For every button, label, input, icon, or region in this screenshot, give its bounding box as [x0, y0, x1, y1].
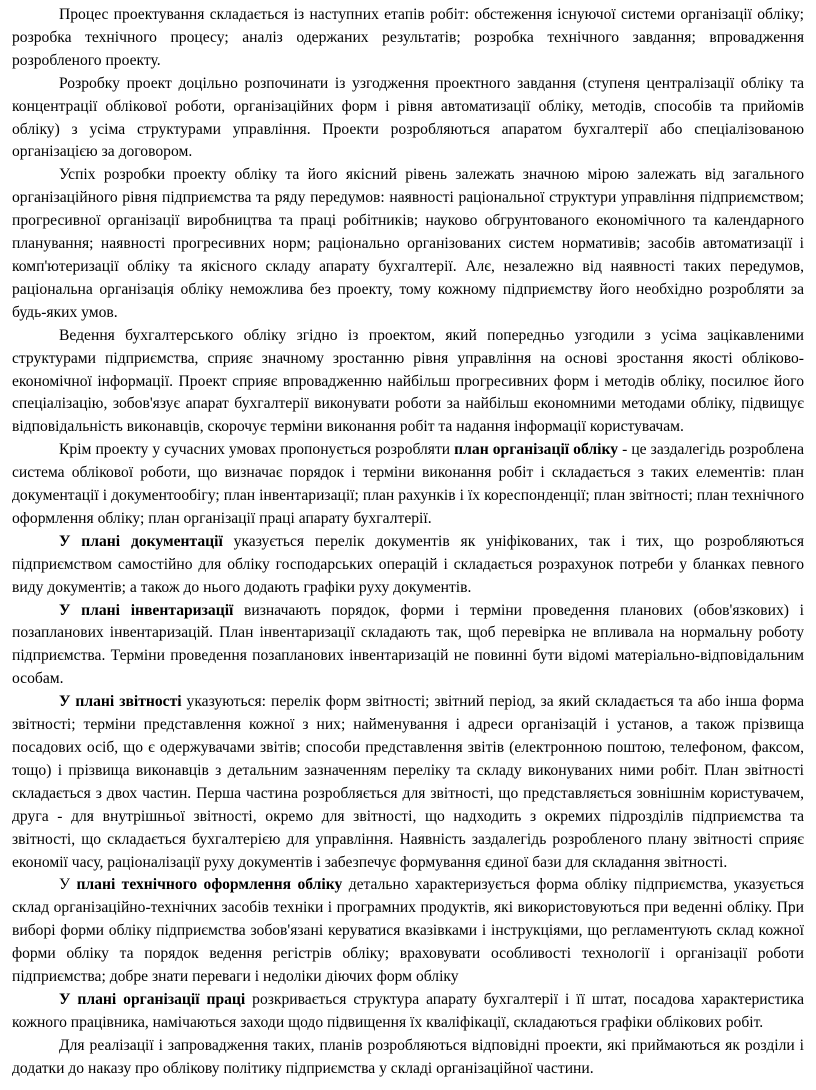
paragraph-documentation-plan: [12, 531, 804, 600]
paragraph-organization-plan: [12, 439, 804, 531]
paragraph-text: Крім проекту у сучасних умовах пропонується розробляти: [59, 441, 455, 459]
paragraph-text: Розробку проект доцільно розпочинати із узгодження проектного завдання (ступеня централізації обліку та концентрації облікової роботи, організаційних форм і рівня автоматизації обліку, методів, способів та прийомів обліку) з усіма структурами управління. Проекти розробляються апаратом бухгалтерії або спеціалізованою організацією за договором.: [12, 74, 804, 161]
paragraph-inventory-plan: [12, 600, 804, 692]
paragraph-labor-plan: [12, 989, 804, 1035]
paragraph-text: У: [59, 876, 77, 894]
bold-term: У плані документації: [59, 532, 223, 550]
paragraph-text: Ведення бухгалтерського обліку згідно із проектом, який попередньо узгодили з усіма зацікавленими структурами підприємства, сприяє значному зростанню рівня управління на основі зростання якості обліково-економічної інформації. Проект сприяє впровадженню найбільш прогресивних форм і методів обліку, посилює його спеціалізацію, зобов'язує апарат бухгалтерії виконувати роботи за найбільш економними методами обліку, підвищує відповідальність виконавців, скорочує терміни виконання робіт та надання інформації користувачам.: [12, 326, 804, 436]
bold-term: У плані інвентаризації: [59, 601, 234, 619]
paragraph-text: визначають порядок, форми і терміни проведення планових (обов'язкових) і позапланових інвентаризацій. План інвентаризації складають так, щоб перевірка не впливала на нормальну роботу підприємства. Терміни проведення позапланових інвентаризацій не повинні бути відомі матеріально-відповідальним особам.: [12, 601, 804, 688]
paragraph-stages: [12, 4, 804, 73]
paragraph-project-coordination: [12, 73, 804, 165]
paragraph-reporting-plan: [12, 691, 804, 874]
paragraph-text: указується перелік документів як уніфікованих, так і тих, що розробляються підприємством самостійно для обліку господарських операцій і складається розрахунок потреби у бланках певного виду документів; а також до нього додають графіки руху документів.: [12, 532, 804, 596]
paragraph-text: Процес проектування складається із наступних етапів робіт: обстеження існуючої системи організації обліку; розробка технічного процесу; аналіз одержаних результатів; розробка технічного завдання; впровадження розробленого проекту.: [12, 6, 804, 69]
paragraph-text: - це заздалегідь розроблена система облікової роботи, що визначає порядок і терміни виконання робіт і складається з таких елементів: план документації і документообігу; план інвентаризації; план рахунків і їх кореспонденції; план звітності; план технічного оформлення обліку; план організації праці апарату бухгалтерії.: [12, 441, 804, 527]
paragraph-text: розкривається структура апарату бухгалтерії і її штат, посадова характеристика кожного працівника, намічаються заходи щодо підвищення їх кваліфікації, складаються графіки облікових робіт.: [12, 990, 804, 1031]
paragraph-text: Для реалізації і запровадження таких, планів розробляються відповідні проекти, які приймаються як розділи і додатки до наказу про облікову політику підприємства у складі організаційної частини.: [12, 1036, 804, 1077]
bold-term: плані технічного оформлення обліку: [76, 876, 343, 894]
paragraph-accounting-by-project: [12, 325, 804, 440]
bold-term: У плані звітності: [59, 693, 182, 711]
paragraph-text: указуються: перелік форм звітності; звітний період, за який складається та або інша форма звітності; терміни представлення кожної з них; найменування і адреси організацій і установ, а також прізвища посадових осіб, що є одержувачами звітів; способи представлення звітів (електронною поштою, телефоном, факсом, тощо) і прізвища виконавців з детальним зазначенням переліку та складу виконуваних ними робіт. План звітності складається з двох частин. Перша частина розробляється для звітності, що представляється зовнішнім користувачем, друга - для внутрішньої звітності, окремо для звітності, що надходить з окремих підрозділів підприємства та звітності, що складається бухгалтерією для управління. Наявність заздалегідь розробленого плану звітності сприяє економії часу, раціоналізації руху документів і забезпечує формування єдиної бази для складання звітності.: [12, 693, 804, 871]
paragraph-text: детально характеризується форма обліку підприємства, указується склад організаційно-технічних засобів техніки і програмних продуктів, які використовуються при веденні обліку. При виборі форми обліку підприємства зобов'язані керуватися вказівками і інструкціями, що регламентують склад кожної форми обліку та порядок ведення регістрів обліку; враховувати особливості технології і організації роботи підприємства; добре знати переваги і недоліки діючих форм обліку: [12, 876, 804, 986]
paragraph-implementation: [12, 1035, 804, 1081]
bold-term: У плані організації праці: [59, 990, 246, 1008]
paragraph-success-prerequisites: [12, 164, 804, 324]
paragraph-text: Успіх розробки проекту обліку та його якісний рівень залежать значною мірою залежать від загального організаційного рівня підприємства та ряду передумов: наявності раціональної структури управління підприємством; прогресивної організації виробництва та праці робітників; науково обгрунтованого економічного та календарного планування; наявності прогресивних норм; раціонально організованих систем нормативів; засобів автоматизації і комп'ютеризації обліку та якісного складу апарату бухгалтерії. Алє, незалежно від наявності таких передумов, раціональна організація обліку неможлива без проекту, тому кожному підприємству його необхідно розробляти за будь-яких умов.: [12, 166, 804, 321]
paragraph-technical-plan: [12, 874, 804, 989]
bold-term: план організації обліку: [454, 441, 619, 459]
